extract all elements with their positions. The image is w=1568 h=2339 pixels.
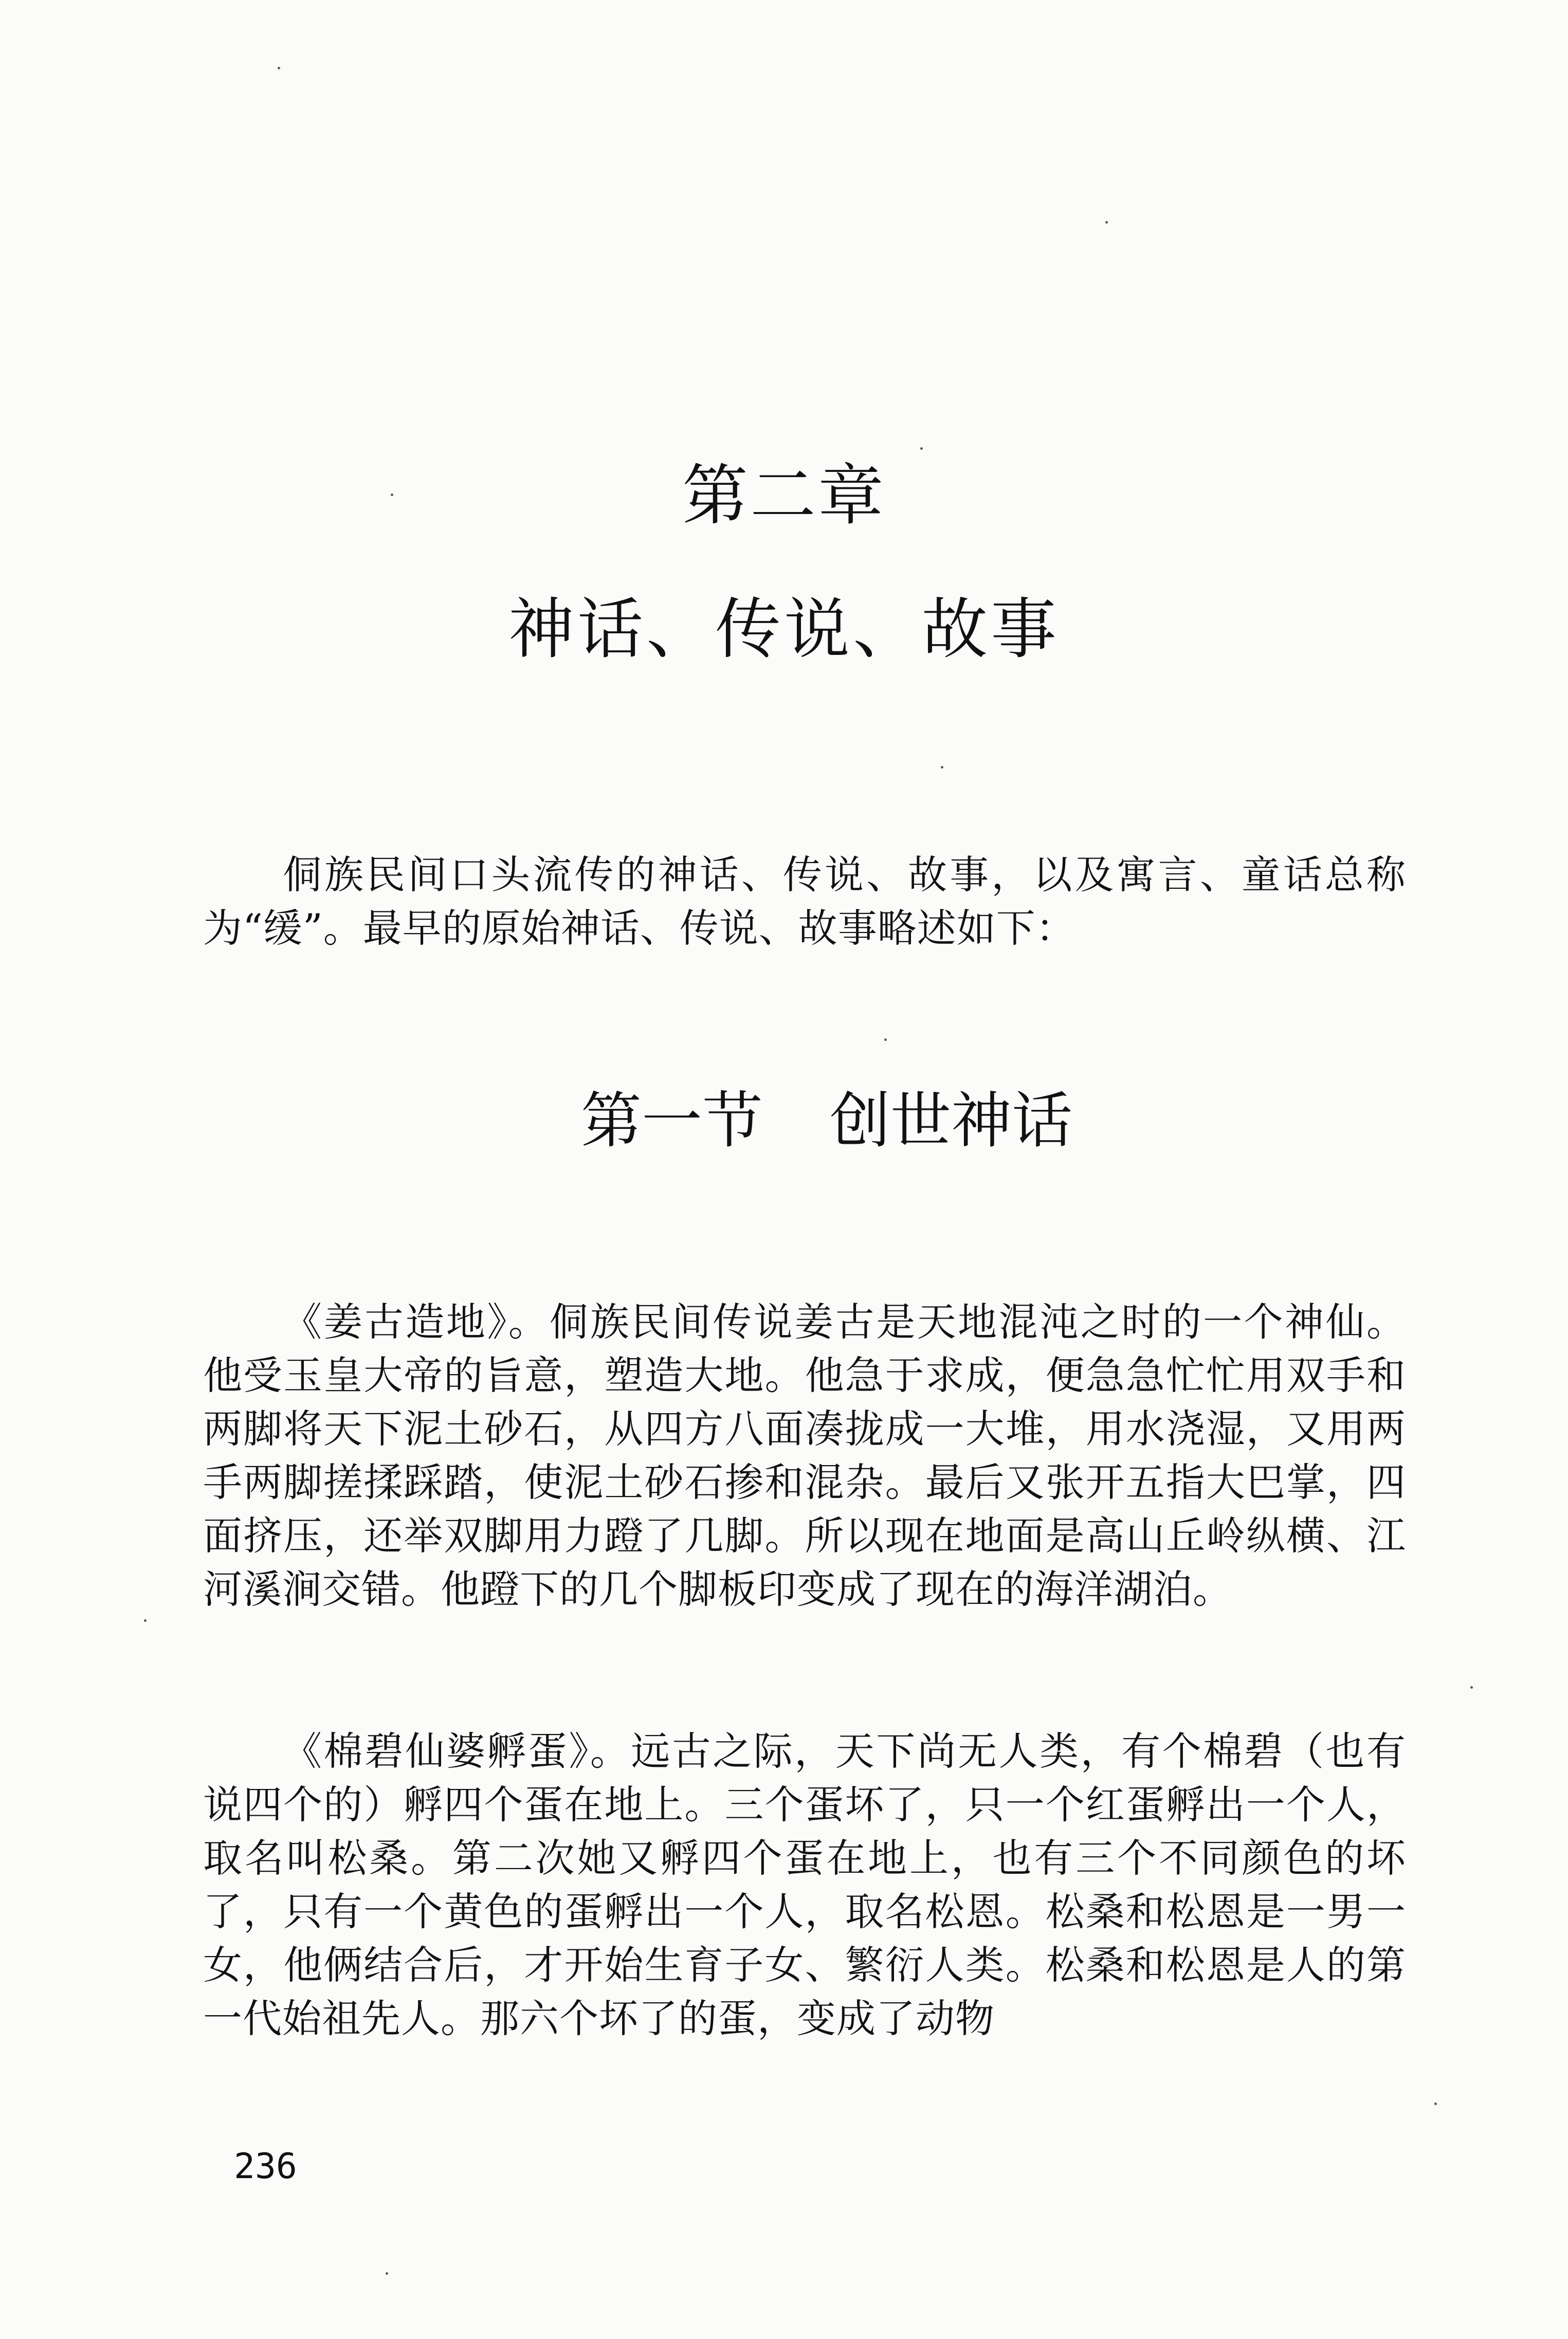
section-title: 创世神话: [830, 1085, 1073, 1156]
intro-paragraph: 侗族民间口头流传的神话、传说、故事，以及寓言、童话总称为“缓”。最早的原始神话、传说、故事略述如下：: [203, 852, 1406, 951]
scan-speck: [278, 67, 280, 69]
chapter-title: 神话、传说、故事: [508, 591, 1060, 668]
section-heading: [581, 1085, 1095, 1157]
paragraph-mianbi: 《棉碧仙婆孵蛋》。远古之际，天下尚无人类，有个棉碧（也有说四个的）孵四个蛋在地上。三个蛋坏了，只一个红蛋孵出一个人，取名叫松桑。第二次她又孵四个蛋在地上，也有三个不同颜色的坏了，只有一个黄色的蛋孵出一个人，取名松恩。松桑和松恩是一男一女，他俩结合后，才开始生育子女、繁衍人类。松桑和松恩是人的第一代始祖先人。那六个坏了的蛋，变成了动物: [203, 1728, 1406, 2041]
scan-speck: [920, 447, 923, 450]
scan-speck: [386, 2272, 388, 2275]
scan-speck: [941, 766, 943, 769]
section-number: 第一节: [581, 1085, 763, 1156]
scan-speck: [1470, 1686, 1473, 1689]
scan-speck: [884, 1038, 887, 1041]
scan-speck: [1434, 2103, 1437, 2105]
scan-speck: [144, 1619, 147, 1622]
page-number: 236: [234, 2146, 297, 2187]
scan-speck: [1105, 221, 1108, 224]
paragraph-jianggu: 《姜古造地》。侗族民间传说姜古是天地混沌之时的一个神仙。他受玉皇大帝的旨意，塑造大地。他急于求成，便急急忙忙用双手和两脚将天下泥土砂石，从四方八面凑拢成一大堆，用水浇湿，又用两手两脚搓揉踩踏，使泥土砂石掺和混杂。最后又张开五指大巴掌，四面挤压，还举双脚用力蹬了几脚。所以现在地面是高山丘岭纵横、江河溪涧交错。他蹬下的几个脚板印变成了现在的海洋湖泊。: [203, 1299, 1406, 1612]
chapter-number: 第二章: [682, 458, 886, 534]
scan-speck: [391, 494, 393, 496]
